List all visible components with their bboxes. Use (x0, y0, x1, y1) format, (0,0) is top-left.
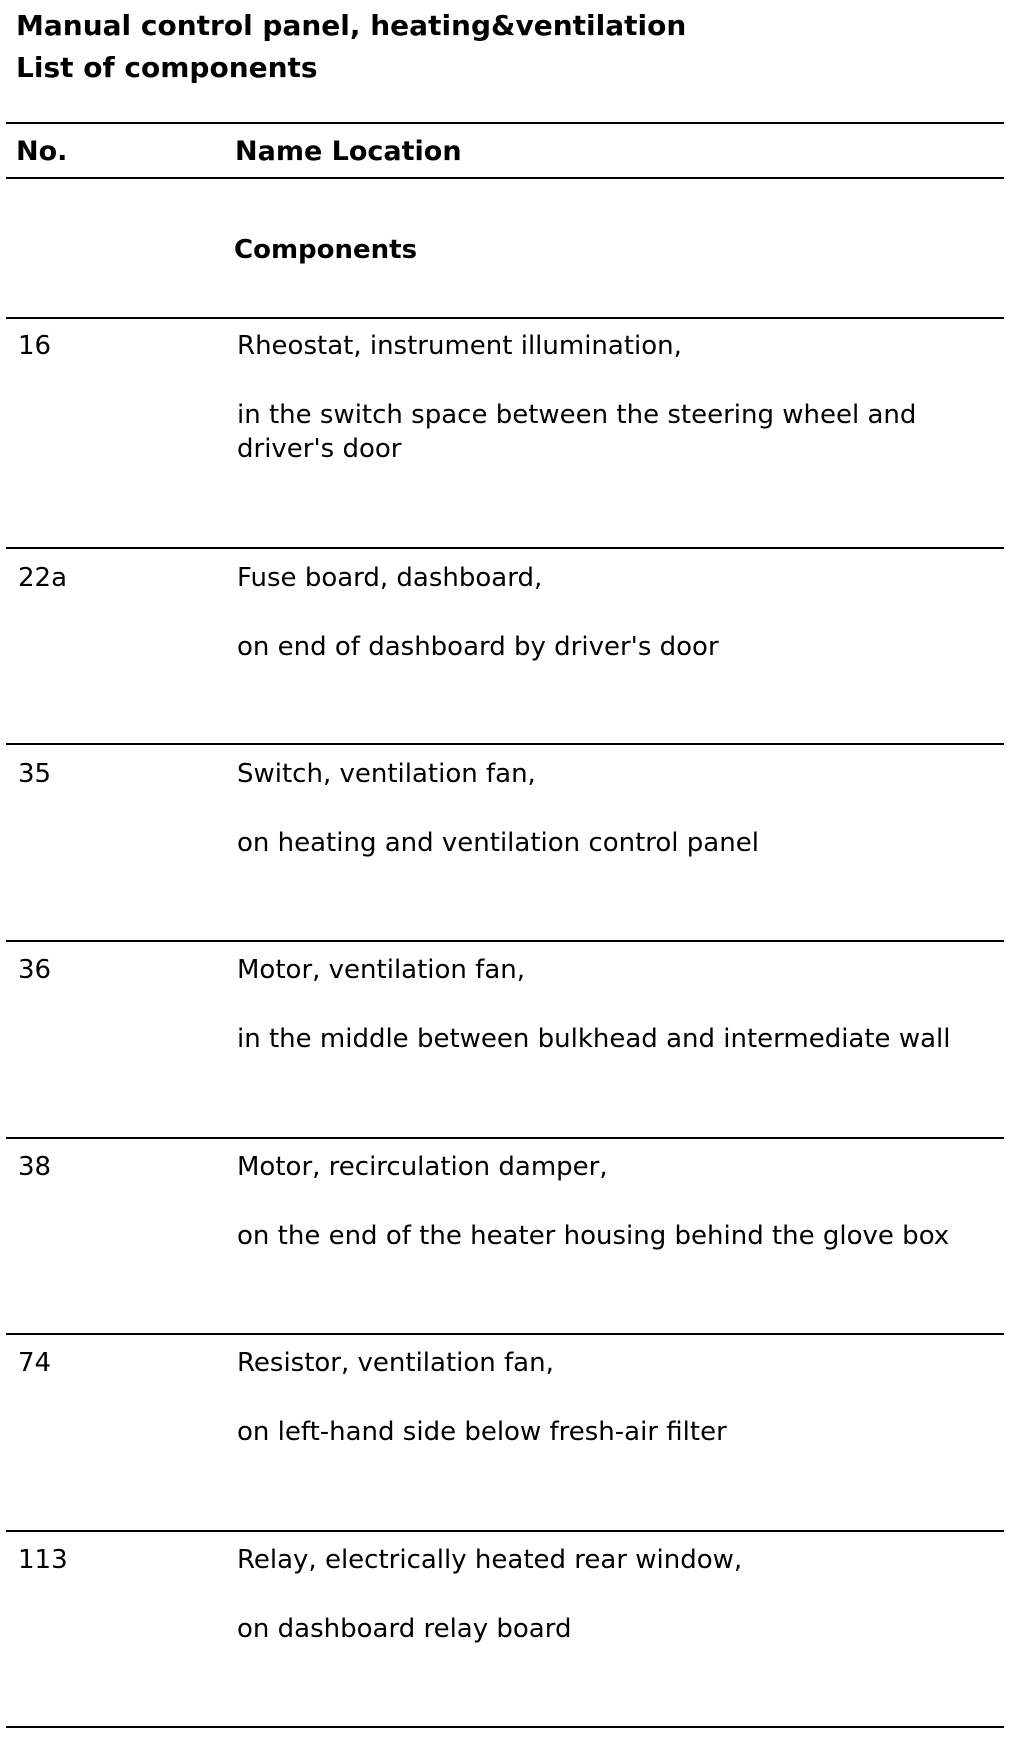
component-number: 74 (18, 1348, 52, 1378)
component-location: on the end of the heater housing behind the glove box (237, 1221, 950, 1251)
table-bottom-rule (6, 1726, 1004, 1728)
row-divider (6, 743, 1004, 745)
component-number: 113 (18, 1545, 68, 1575)
page-title: Manual control panel, heating&ventilation (16, 9, 687, 42)
component-number: 16 (18, 331, 52, 361)
component-location: on dashboard relay board (237, 1614, 572, 1644)
component-name: Motor, recirculation damper, (237, 1152, 608, 1182)
row-divider (6, 1530, 1004, 1532)
column-header-no: No. (16, 136, 68, 167)
component-location: in the switch space between the steering wheel and driver's door (237, 400, 917, 464)
component-name: Rheostat, instrument illumination, (237, 331, 682, 361)
component-location: on left-hand side below fresh-air filter (237, 1417, 727, 1447)
component-name: Fuse board, dashboard, (237, 563, 543, 593)
component-number: 22a (18, 563, 68, 593)
section-heading: Components (234, 235, 418, 265)
component-name: Motor, ventilation fan, (237, 955, 525, 985)
row-divider (6, 1333, 1004, 1335)
component-location: on heating and ventilation control panel (237, 828, 759, 858)
table-top-rule (6, 122, 1004, 124)
component-name: Relay, electrically heated rear window, (237, 1545, 743, 1575)
component-number: 38 (18, 1152, 52, 1182)
component-number: 36 (18, 955, 52, 985)
component-number: 35 (18, 759, 52, 789)
row-divider (6, 940, 1004, 942)
table-header (0, 134, 1024, 174)
page-subtitle: List of components (16, 51, 318, 84)
component-name: Resistor, ventilation fan, (237, 1348, 554, 1378)
component-location: on end of dashboard by driver's door (237, 632, 719, 662)
column-header-name-location: Name Location (235, 136, 462, 167)
row-divider (6, 1137, 1004, 1139)
row-divider (6, 547, 1004, 549)
component-name: Switch, ventilation fan, (237, 759, 536, 789)
header-bottom-rule (6, 177, 1004, 179)
component-location: in the middle between bulkhead and intermediate wall (237, 1024, 951, 1054)
row-divider (6, 317, 1004, 319)
